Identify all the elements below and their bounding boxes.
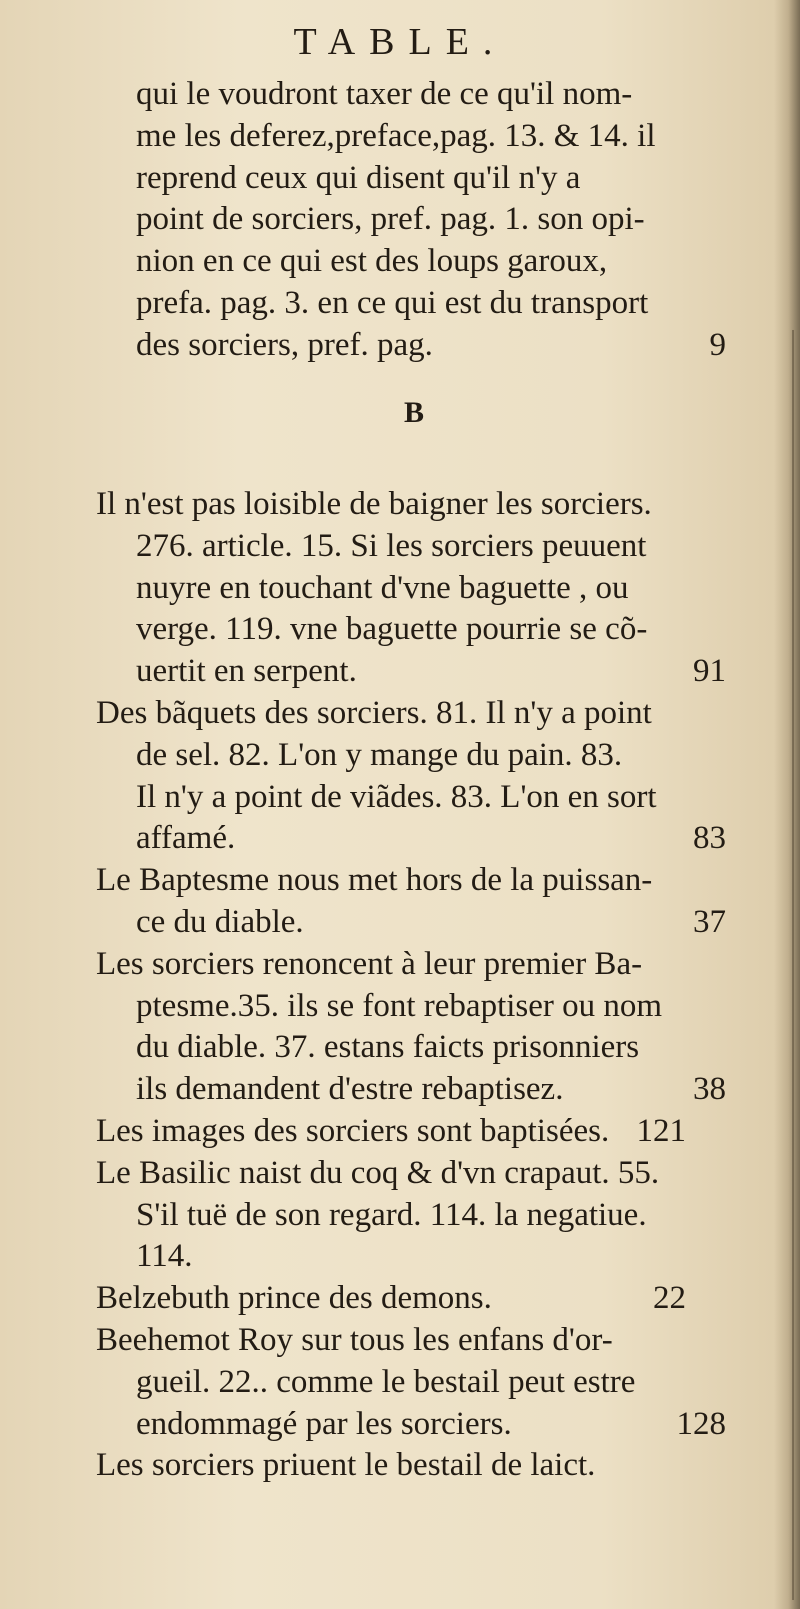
- index-line: [96, 1111, 686, 1151]
- index-line: [136, 1362, 726, 1402]
- index-line: [136, 1195, 726, 1235]
- index-line: [136, 1404, 726, 1444]
- page-number: 9: [709, 326, 726, 363]
- index-line: [96, 1278, 686, 1318]
- index-line-text: nuyre en touchant d'vne baguette , ou: [136, 569, 629, 606]
- index-line: [136, 325, 726, 365]
- index-line: [96, 1445, 686, 1485]
- index-line: [96, 693, 686, 733]
- index-line-text: ils demandent d'estre rebaptisez.: [136, 1071, 564, 1108]
- index-line-text: prefa. pag. 3. en ce qui est du transport: [136, 285, 649, 321]
- index-line-text: Les images des sorciers sont baptisées.: [96, 1113, 610, 1149]
- index-line-text: Le Baptesme nous met hors de la puissan-: [96, 862, 653, 899]
- section-letter: B: [403, 396, 424, 429]
- index-line-text: uertit en serpent.: [136, 653, 357, 690]
- page-number: 128: [676, 1405, 726, 1442]
- index-line-text: du diable. 37. estans faicts prisonniers: [136, 1029, 640, 1066]
- index-line: [96, 1153, 686, 1193]
- index-line: [136, 735, 726, 775]
- page-edge-shadow: [774, 0, 800, 1609]
- index-line-text: endommagé par les sorciers.: [136, 1405, 512, 1442]
- index-line-text: ce du diable.: [136, 904, 304, 940]
- index-line: [136, 609, 726, 649]
- index-line-text: S'il tuë de son regard. 114. la negatiue.: [136, 1196, 647, 1233]
- index-line-text: des sorciers, pref. pag.: [136, 326, 433, 363]
- index-line-text: affamé.: [136, 820, 236, 857]
- index-line: [136, 199, 726, 239]
- index-line-text: nion en ce qui est des loups garoux,: [136, 243, 608, 280]
- index-line: [136, 1027, 726, 1067]
- index-line: [136, 1236, 726, 1276]
- index-line: [136, 158, 726, 198]
- index-line-text: qui le voudront taxer de ce qu'il nom-: [136, 76, 633, 112]
- index-line: [136, 777, 726, 817]
- index-line-text: Les sorciers renoncent à leur premier Ba-: [96, 945, 643, 982]
- index-line: [136, 986, 726, 1026]
- index-line: [136, 241, 726, 281]
- index-line-text: 114.: [136, 1238, 193, 1275]
- index-line: [96, 860, 686, 900]
- index-line-text: reprend ceux qui disent qu'il n'y a: [136, 159, 581, 196]
- index-line: [96, 1320, 686, 1360]
- running-header: TABLE.: [293, 21, 507, 63]
- index-line-text: gueil. 22.. comme le bestail peut estre: [136, 1363, 636, 1400]
- index-line-text: Le Basilic naist du coq & d'vn crapaut. 55.: [96, 1154, 660, 1191]
- index-line: [136, 902, 726, 942]
- index-line: [96, 944, 686, 984]
- index-line-text: me les deferez,preface,pag. 13. & 14. il: [136, 117, 656, 154]
- index-line: [136, 1069, 726, 1109]
- index-line: [136, 526, 726, 566]
- page-number: 22: [653, 1280, 686, 1317]
- index-line: [136, 651, 726, 691]
- index-line-text: Belzebuth prince des demons.: [96, 1280, 492, 1317]
- page-number: 91: [693, 653, 726, 690]
- page-number: 121: [636, 1113, 686, 1149]
- index-line-text: Les sorciers priuent le bestail de laict.: [96, 1447, 596, 1484]
- index-line-text: Beehemot Roy sur tous les enfans d'or-: [96, 1322, 613, 1358]
- index-line: [136, 283, 726, 323]
- index-line: [136, 568, 726, 608]
- index-line: [136, 116, 726, 156]
- index-line: [136, 74, 726, 114]
- index-line-text: Il n'est pas loisible de baigner les sorciers.: [96, 486, 652, 522]
- index-line-text: de sel. 82. L'on y mange du pain. 83.: [136, 736, 623, 773]
- index-line: [96, 484, 686, 524]
- page-number: 37: [693, 904, 726, 940]
- index-line-text: Des bãquets des sorciers. 81. Il n'y a point: [96, 695, 652, 731]
- index-line-text: 276. article. 15. Si les sorciers peuuent: [136, 527, 647, 564]
- index-line: [136, 818, 726, 858]
- index-line-text: Il n'y a point de viãdes. 83. L'on en sort: [136, 778, 657, 815]
- index-line-text: ptesme.35. ils se font rebaptiser ou nom: [136, 987, 663, 1024]
- page-number: 83: [693, 820, 726, 857]
- index-line-text: verge. 119. vne baguette pourrie se cõ-: [136, 611, 648, 648]
- page-number: 38: [693, 1071, 726, 1108]
- page-fold-line: [792, 330, 794, 1600]
- index-line-text: point de sorciers, pref. pag. 1. son opi-: [136, 201, 645, 238]
